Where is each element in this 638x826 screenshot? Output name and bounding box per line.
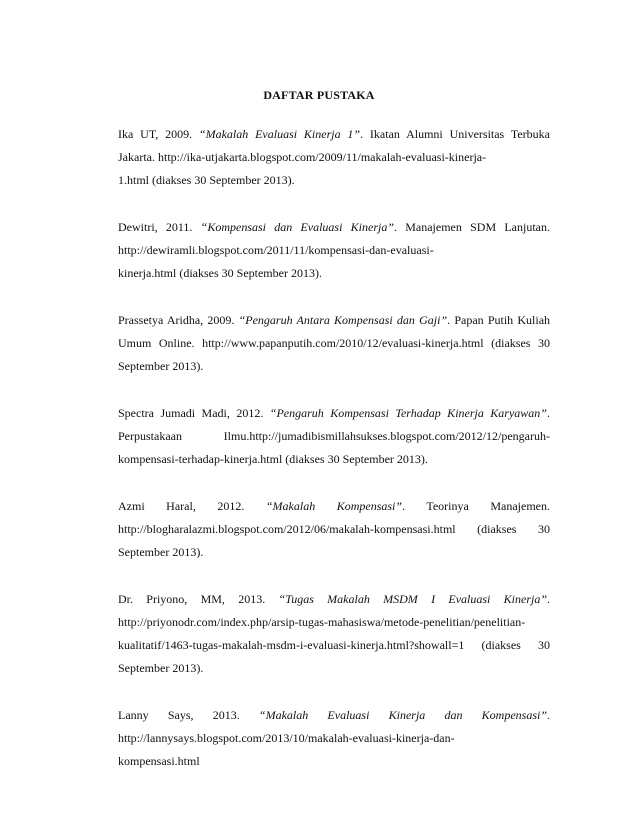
reference-line [118,309,550,332]
reference-text: kompensasi-terhadap-kinerja.html (diakses 30 September 2013). [118,452,428,466]
reference-title: “Tugas Makalah MSDM I Evaluasi Kinerja” [278,592,548,606]
reference-line [118,611,550,634]
reference-line [118,448,550,471]
reference-text: http://priyonodr.com/index.php/arsip-tugas-mahasiswa/metode-penelitian/penelitian- [118,615,526,629]
reference-text: kompensasi.html [118,754,200,768]
reference-title: “Pengaruh Kompensasi Terhadap Kinerja Karyawan” [269,406,547,420]
reference-text: . [547,592,550,606]
reference-text: Spectra Jumadi Madi, 2012. [118,406,270,420]
reference-text: Dewitri, 2011. [118,220,201,234]
reference-text: 1.html (diakses 30 September 2013). [118,173,295,187]
reference-text: Dr. Priyono, MM, 2013. [118,592,279,606]
reference-text: September 2013). [118,359,204,373]
reference-text: . [547,708,550,722]
reference-list [118,123,550,797]
reference-line [118,169,550,192]
reference-entry [118,123,550,192]
reference-title: “Pengaruh Antara Kompensasi dan Gaji” [238,313,448,327]
reference-text: http://dewiramli.blogspot.com/2011/11/kompensasi-dan-evaluasi- [118,243,434,257]
reference-entry [118,309,550,378]
reference-text: . Manajemen SDM Lanjutan. [394,220,550,234]
reference-title: “Kompensasi dan Evaluasi Kinerja” [200,220,395,234]
reference-line [118,332,550,355]
reference-text: . Papan Putih Kuliah [447,313,550,327]
reference-line [118,239,550,262]
reference-line [118,355,550,378]
page-title: DAFTAR PUSTAKA [263,88,375,102]
reference-line [118,425,550,448]
reference-line [118,146,550,169]
reference-entry [118,588,550,680]
reference-title: “Makalah Evaluasi Kinerja 1” [198,127,361,141]
reference-entry [118,216,550,285]
reference-line [118,495,550,518]
reference-text: Jakarta. http://ika-utjakarta.blogspot.com/2009/11/makalah-evaluasi-kinerja- [118,150,487,164]
reference-line [118,588,550,611]
reference-entry [118,402,550,471]
reference-line [118,541,550,564]
reference-line [118,750,550,773]
reference-text: . Teorinya Manajemen. [402,499,550,513]
reference-text: Prassetya Aridha, 2009. [118,313,239,327]
reference-line [118,402,550,425]
reference-text: September 2013). [118,545,204,559]
reference-entry [118,704,550,773]
reference-line [118,657,550,680]
reference-line [118,262,550,285]
reference-line [118,123,550,146]
reference-entry [118,495,550,564]
reference-line [118,518,550,541]
reference-text: kinerja.html (diakses 30 September 2013). [118,266,322,280]
reference-text: Ika UT, 2009. [118,127,199,141]
reference-line [118,727,550,750]
reference-text: http://blogharalazmi.blogspot.com/2012/06/makalah-kompensasi.html (diakses 30 [118,522,550,536]
reference-text: kualitatif/1463-tugas-makalah-msdm-i-evaluasi-kinerja.html?showall=1 (diakses 30 [118,638,550,652]
reference-title: “Makalah Kompensasi” [265,499,403,513]
reference-text: Umum Online. http://www.papanputih.com/2010/12/evaluasi-kinerja.html (diakses 30 [118,336,550,350]
reference-text: . [546,406,550,420]
reference-line [118,634,550,657]
reference-text: September 2013). [118,661,204,675]
reference-line [118,704,550,727]
reference-text: Azmi Haral, 2012. [118,499,266,513]
reference-text: http://lannysays.blogspot.com/2013/10/makalah-evaluasi-kinerja-dan- [118,731,455,745]
reference-text: Perpustakaan Ilmu.http://jumadibismillahsukses.blogspot.com/2012/12/pengaruh- [118,429,550,443]
reference-title: “Makalah Evaluasi Kinerja dan Kompensasi” [258,708,548,722]
reference-line [118,216,550,239]
reference-text: Lanny Says, 2013. [118,708,259,722]
reference-text: . Ikatan Alumni Universitas Terbuka [360,127,550,141]
